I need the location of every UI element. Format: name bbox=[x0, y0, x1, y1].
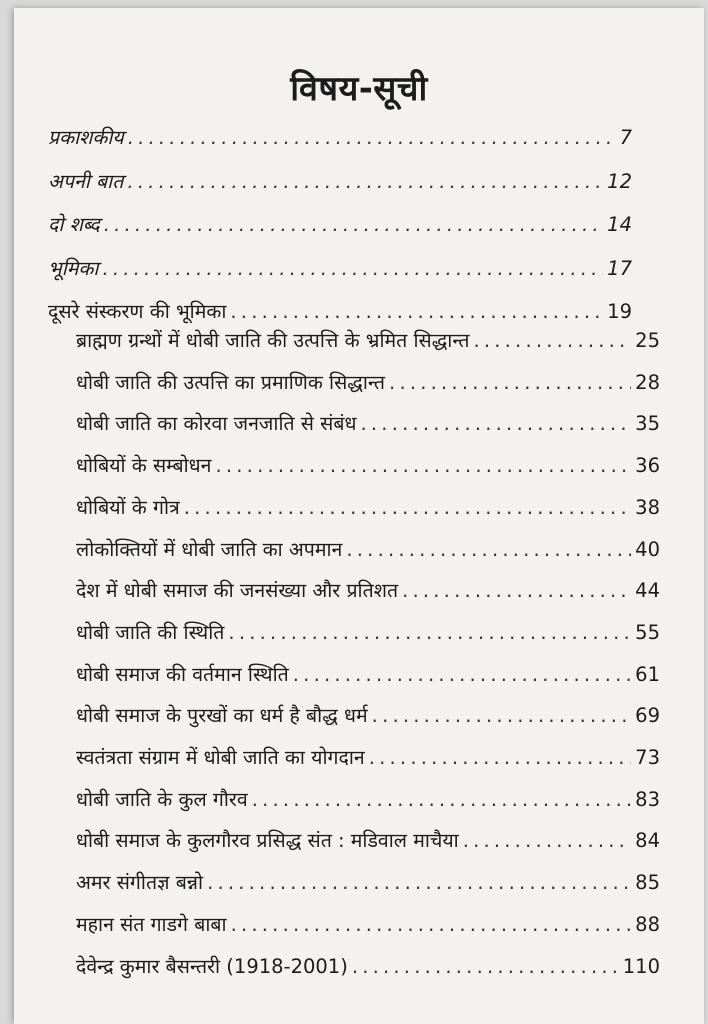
dot-leader bbox=[230, 300, 603, 323]
page-title: विषय-सूची bbox=[290, 69, 428, 109]
dot-leader bbox=[252, 788, 631, 811]
toc-entry-page-number: 19 bbox=[607, 300, 632, 323]
dot-leader bbox=[361, 412, 632, 435]
toc-entry-label: दो शब्द bbox=[48, 213, 100, 236]
toc-entry-label: अपनी बात bbox=[48, 169, 124, 193]
toc-entry-page-number: 25 bbox=[635, 329, 660, 352]
toc-entry-page-number: 17 bbox=[607, 256, 632, 280]
dot-leader bbox=[293, 663, 631, 686]
dot-leader bbox=[402, 579, 631, 602]
toc-entry-label: लोकोक्तियों में धोबी जाति का अपमान bbox=[76, 537, 343, 561]
dot-leader bbox=[346, 538, 631, 561]
toc-entry bbox=[76, 326, 660, 353]
toc-entry bbox=[76, 493, 660, 520]
toc-entry-page-number: 73 bbox=[635, 746, 660, 769]
toc-entry bbox=[48, 123, 632, 150]
dot-leader bbox=[369, 746, 631, 769]
toc-entry-label: अमर संगीतज्ञ बन्नो bbox=[76, 871, 204, 895]
toc-entry bbox=[48, 254, 632, 281]
toc-entry-label: धोबियों के गोत्र bbox=[76, 495, 180, 519]
toc-entry bbox=[48, 167, 632, 194]
toc-entry bbox=[76, 451, 660, 478]
toc-entry-label: धोबी जाति के कुल गौरव bbox=[76, 787, 248, 811]
dot-leader bbox=[102, 257, 603, 280]
toc-entry bbox=[76, 368, 660, 395]
toc-entry bbox=[76, 660, 660, 687]
toc-entry-page-number: 35 bbox=[635, 412, 660, 436]
toc-entry-label: स्वतंत्रता संग्राम में धोबी जाति का योगदान bbox=[76, 746, 365, 769]
dot-leader bbox=[389, 371, 631, 394]
toc-entry bbox=[76, 409, 660, 436]
toc-entry bbox=[76, 868, 660, 895]
toc-entry bbox=[48, 210, 632, 237]
toc-entry-page-number: 61 bbox=[635, 662, 660, 686]
toc-entry-label: महान संत गाडगे बाबा bbox=[76, 912, 227, 936]
toc-entry-page-number: 110 bbox=[622, 954, 660, 978]
toc-entry-label: प्रकाशकीय bbox=[48, 126, 124, 149]
toc-entry-page-number: 83 bbox=[635, 787, 660, 811]
toc-entry-page-number: 84 bbox=[635, 829, 660, 853]
toc-entry bbox=[76, 952, 660, 979]
toc-entry-label: धोबी जाति का कोरवा जनजाति से संबंध bbox=[76, 412, 357, 436]
dot-leader bbox=[127, 170, 603, 193]
dot-leader bbox=[473, 329, 631, 352]
dot-leader bbox=[228, 621, 631, 644]
toc-entry-label: दूसरे संस्करण की भूमिका bbox=[48, 300, 227, 323]
toc-entry-label: धोबियों के सम्बोधन bbox=[76, 454, 212, 478]
toc-entry-page-number: 7 bbox=[619, 126, 632, 149]
toc-entry-page-number: 36 bbox=[635, 454, 660, 478]
dot-leader bbox=[104, 213, 603, 236]
toc-entry-page-number: 28 bbox=[635, 370, 660, 394]
toc-entry-label: धोबी समाज के पुरखों का धर्म है बौद्ध धर्म bbox=[76, 704, 368, 728]
dot-leader bbox=[215, 454, 631, 477]
toc-entry-page-number: 69 bbox=[635, 704, 660, 728]
toc-entry bbox=[76, 576, 660, 603]
toc-entry bbox=[76, 743, 660, 770]
toc-entry-label: देवेन्द्र कुमार बैसन्तरी (1918-2001) bbox=[76, 954, 348, 978]
toc-entry bbox=[76, 910, 660, 937]
toc-entry-page-number: 40 bbox=[635, 537, 660, 561]
toc-entry bbox=[76, 826, 660, 853]
toc-entry bbox=[76, 701, 660, 728]
toc-entry-label: ब्राह्मण ग्रन्थों में धोबी जाति की उत्पत्ति के भ्रमित सिद्धान्त bbox=[76, 329, 470, 352]
toc-entry bbox=[48, 297, 632, 324]
toc-entry-page-number: 38 bbox=[635, 495, 660, 519]
toc-entry bbox=[76, 785, 660, 812]
toc-entry-page-number: 12 bbox=[607, 169, 632, 193]
toc-entry-label: देश में धोबी समाज की जनसंख्या और प्रतिशत bbox=[76, 579, 399, 603]
dot-leader bbox=[128, 126, 616, 149]
toc-entry-label: धोबी जाति की स्थिति bbox=[76, 620, 225, 644]
toc-entry-page-number: 85 bbox=[635, 871, 660, 895]
toc-entry-label: धोबी समाज के कुलगौरव प्रसिद्ध संत : मडिवाल माचैया bbox=[76, 829, 459, 853]
dot-leader bbox=[463, 829, 631, 852]
dot-leader bbox=[231, 913, 632, 936]
toc-entry-page-number: 88 bbox=[635, 912, 660, 936]
toc-entry bbox=[76, 618, 660, 645]
book-page bbox=[14, 8, 704, 1024]
dot-leader bbox=[352, 955, 619, 978]
toc-entry bbox=[76, 535, 660, 562]
toc-entry-label: धोबी समाज की वर्तमान स्थिति bbox=[76, 662, 289, 686]
dot-leader bbox=[207, 871, 631, 894]
toc-entry-page-number: 44 bbox=[635, 579, 660, 603]
toc-entry-page-number: 14 bbox=[607, 213, 632, 236]
dot-leader bbox=[184, 496, 631, 519]
toc-entry-label: भूमिका bbox=[48, 256, 99, 280]
toc-entry-label: धोबी जाति की उत्पत्ति का प्रमाणिक सिद्धान्त bbox=[76, 370, 386, 394]
dot-leader bbox=[372, 704, 632, 727]
toc-entry-page-number: 55 bbox=[635, 620, 660, 644]
